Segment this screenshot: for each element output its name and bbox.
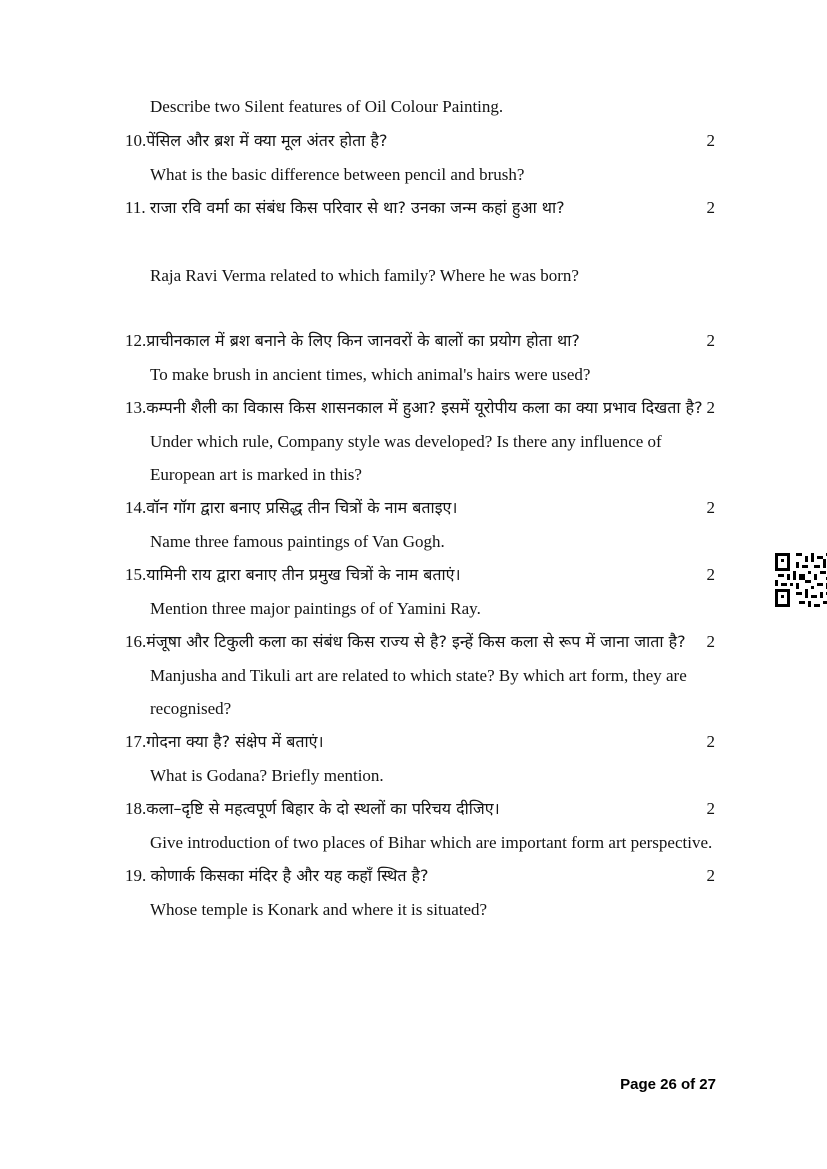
question-item — [125, 558, 717, 625]
questions-list — [125, 124, 717, 926]
question-number: 17. — [125, 732, 147, 751]
question-marks: 2 — [706, 331, 715, 350]
question-item — [125, 124, 717, 191]
question-hindi-row — [125, 491, 717, 525]
question-item — [125, 859, 717, 926]
question-text-hindi: पेंसिल और ब्रश में क्या मूल अंतर होता है? — [146, 131, 388, 150]
question-marks: 2 — [706, 131, 715, 150]
exam-page-content — [125, 90, 717, 926]
question-text-english: Mention three major paintings of of Yamini Ray. — [150, 599, 481, 618]
question-hindi-row — [125, 792, 717, 826]
question-item — [125, 491, 717, 558]
question-item — [125, 324, 717, 391]
question-hindi-row — [125, 324, 717, 358]
question-text-english: What is Godana? Briefly mention. — [150, 766, 384, 785]
question-item — [125, 792, 717, 859]
question-text-english: What is the basic difference between pencil and brush? — [150, 165, 525, 184]
question-number: 14. — [125, 498, 147, 517]
question-hindi-row — [125, 859, 717, 893]
qr-code — [775, 553, 827, 607]
question-text-hindi: प्राचीनकाल में ब्रश बनाने के लिए किन जानवरों के बालों का प्रयोग होता था? — [146, 331, 580, 350]
question-number: 18. — [125, 799, 147, 818]
question-text-hindi: कम्पनी शैली का विकास किस शासनकाल में हुआ? इसमें यूरोपीय कला का क्या प्रभाव दिखता है? — [146, 398, 703, 417]
question-item — [125, 191, 717, 292]
question-text-english: To make brush in ancient times, which animal's hairs were used? — [150, 365, 591, 384]
question-marks: 2 — [706, 799, 715, 818]
question-hindi-row — [125, 391, 717, 425]
question-text-hindi: कोणार्क किसका मंदिर है और यह कहाँ स्थित है? — [150, 866, 429, 885]
question-number: 15. — [125, 565, 147, 584]
question-number: 12. — [125, 331, 147, 350]
question-marks: 2 — [706, 866, 715, 885]
question-number: 10. — [125, 131, 147, 150]
question-number: 19. — [125, 866, 151, 885]
question-text-english: Name three famous paintings of Van Gogh. — [150, 532, 445, 551]
page-footer: Page 26 of 27 — [620, 1076, 716, 1093]
question-number: 13. — [125, 398, 147, 417]
question-item — [125, 391, 717, 491]
question-text-hindi: राजा रवि वर्मा का संबंध किस परिवार से था? उनका जन्म कहां हुआ था? — [149, 198, 565, 217]
question-text-english: Whose temple is Konark and where it is situated? — [150, 900, 488, 919]
question-continuation-line: Describe two Silent features of Oil Colour Painting. — [150, 97, 504, 116]
question-hindi-row — [125, 625, 717, 659]
question-number: 11. — [125, 198, 150, 217]
question-marks: 2 — [706, 565, 715, 584]
question-hindi-row — [125, 124, 717, 158]
question-hindi-row — [125, 558, 717, 592]
question-text-english: Under which rule, Company style was developed? Is there any influence of European art is marked in this? — [150, 432, 662, 484]
question-marks: 2 — [706, 198, 715, 217]
question-text-english: Raja Ravi Verma related to which family? Where he was born? — [150, 266, 579, 285]
question-marks: 2 — [706, 398, 715, 417]
question-hindi-row — [125, 191, 717, 225]
question-text-hindi: कला–दृष्टि से महत्वपूर्ण बिहार के दो स्थलों का परिचय दीजिए। — [146, 799, 500, 818]
question-text-hindi: मंजूषा और टिकुली कला का संबंध किस राज्य से है? इन्हें किस कला से रूप में जाना जाता है? — [146, 632, 686, 651]
question-hindi-row — [125, 725, 717, 759]
question-item — [125, 725, 717, 792]
question-text-hindi: गोदना क्या है? संक्षेप में बताएं। — [146, 732, 324, 751]
question-text-english: Manjusha and Tikuli art are related to which state? By which art form, they are recognised? — [150, 666, 687, 718]
question-text-hindi: वॉन गॉग द्वारा बनाए प्रसिद्ध तीन चित्रों के नाम बताइए। — [146, 498, 458, 517]
question-item — [125, 625, 717, 725]
question-marks: 2 — [706, 498, 715, 517]
question-text-english: Give introduction of two places of Bihar which are important form art perspective. — [150, 833, 713, 852]
question-marks: 2 — [706, 732, 715, 751]
question-marks: 2 — [706, 632, 715, 651]
question-number: 16. — [125, 632, 147, 651]
question-text-hindi: यामिनी राय द्वारा बनाए तीन प्रमुख चित्रों के नाम बताएं। — [146, 565, 461, 584]
